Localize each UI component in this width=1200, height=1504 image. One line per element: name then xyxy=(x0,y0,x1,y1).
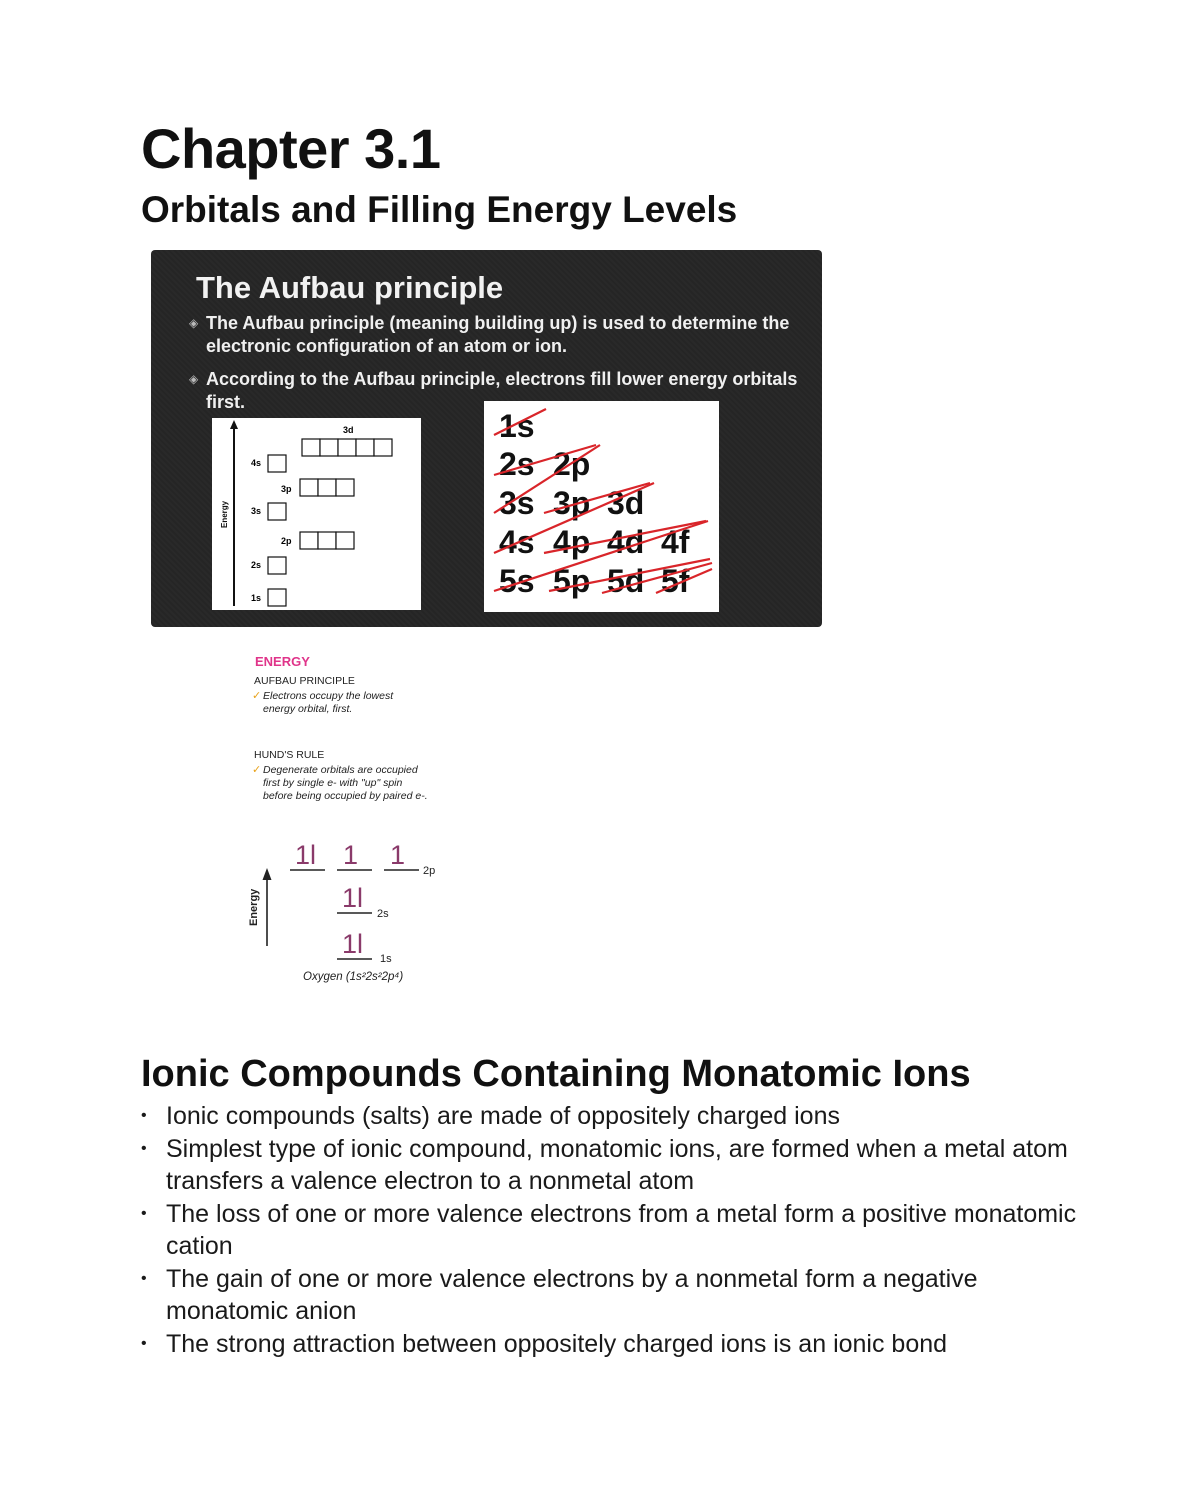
grid-cell: 4d xyxy=(607,524,645,560)
orbital-3d xyxy=(302,425,392,456)
energy-notes xyxy=(245,648,455,988)
orbital-2s xyxy=(337,883,389,920)
paired-electron-arrows: 1l xyxy=(342,883,364,913)
svg-text:4s: 4s xyxy=(251,458,262,468)
orbital-2p xyxy=(290,840,435,877)
single-electron-arrow: 1 xyxy=(343,840,359,870)
grid-cell: 2s xyxy=(499,446,535,482)
bullet-dot-icon: • xyxy=(141,1334,147,1352)
paired-electron-arrows: 1l xyxy=(295,840,317,870)
energy-axis-label: Energy xyxy=(220,500,229,528)
list-item: • The strong attraction between oppositely charged ions is an ionic bond xyxy=(141,1328,1081,1361)
grid-cell: 4f xyxy=(661,524,690,560)
energy-axis xyxy=(230,420,238,606)
orbital-2p xyxy=(281,532,354,549)
svg-text:2p: 2p xyxy=(281,536,292,546)
filling-order-grid xyxy=(484,401,719,612)
svg-text:1s: 1s xyxy=(251,593,262,603)
grid-cell: 3s xyxy=(499,485,535,521)
grid-cell: 5s xyxy=(499,563,535,599)
svg-text:3d: 3d xyxy=(343,425,354,435)
page-subtitle: Orbitals and Filling Energy Levels xyxy=(141,189,738,230)
level-label: 1s xyxy=(380,953,392,965)
svg-text:2s: 2s xyxy=(251,560,262,570)
list-item: • The loss of one or more valence electrons from a metal form a positive monatomic cation xyxy=(141,1199,1077,1260)
section-heading: Ionic Compounds Containing Monatomic Ions xyxy=(141,1053,971,1095)
slide-bullet-text: The Aufbau principle (meaning building up) is used to determine the electronic configuration of an atom or ion. xyxy=(206,313,790,356)
svg-text:3s: 3s xyxy=(251,506,262,516)
slide-bullet xyxy=(189,312,799,358)
grid-cell: 4s xyxy=(499,524,535,560)
list-item: • Simplest type of ionic compound, monatomic ions, are formed when a metal atom transfers a valence electron to a nonmetal atom xyxy=(141,1134,1068,1195)
bullet-dot-icon: • xyxy=(141,1139,147,1157)
hund-title: HUND'S RULE xyxy=(254,749,325,761)
orbital-3p xyxy=(281,479,354,496)
orbital-3s xyxy=(251,503,286,520)
grid-cell: 3d xyxy=(607,485,645,521)
aufbau-text: Electrons occupy the lowest xyxy=(263,690,394,702)
aufbau-title: AUFBAU PRINCIPLE xyxy=(254,675,355,687)
aufbau-text: energy orbital, first. xyxy=(263,703,353,715)
orbital-2s xyxy=(251,557,286,574)
grid-cell: 1s xyxy=(499,408,535,444)
diamond-bullet-icon: ◈ xyxy=(189,372,199,386)
orbital-4s xyxy=(251,455,286,472)
orbital-1s xyxy=(337,929,392,965)
energy-axis-label: Energy xyxy=(248,888,260,926)
energy-level-diagram xyxy=(212,418,421,610)
grid-cell: 5f xyxy=(661,563,690,599)
bullet-dot-icon: • xyxy=(141,1107,147,1124)
diamond-bullet-icon: ◈ xyxy=(189,316,199,330)
paired-electron-arrows: 1l xyxy=(342,929,364,959)
grid-cell: 5d xyxy=(607,563,645,599)
bullet-dot-icon: • xyxy=(141,1269,147,1287)
level-label: 2p xyxy=(423,865,436,877)
orbital-1s xyxy=(251,589,286,606)
aufbau-slide xyxy=(151,250,822,627)
list-item: • Ionic compounds (salts) are made of oppositely charged ions xyxy=(141,1100,1081,1133)
oxygen-caption: Oxygen (1s²2s²2p⁴) xyxy=(303,971,404,983)
energy-axis xyxy=(263,868,272,946)
slide-title: The Aufbau principle xyxy=(196,270,504,305)
grid-cell: 2p xyxy=(553,446,591,482)
slide-bullet-text: According to the Aufbau principle, electrons fill lower energy orbitals first. xyxy=(206,369,798,412)
page-title: Chapter 3.1 xyxy=(141,117,441,180)
level-label: 2s xyxy=(377,908,389,920)
ionic-bullets xyxy=(141,1100,1081,1360)
check-icon: ✓ xyxy=(252,690,262,702)
grid-cell: 3p xyxy=(553,485,591,521)
grid-cell: 4p xyxy=(553,524,591,560)
single-electron-arrow: 1 xyxy=(390,840,406,870)
hund-text: Degenerate orbitals are occupied xyxy=(263,764,418,776)
grid-cell: 5p xyxy=(553,563,591,599)
notes-header: ENERGY xyxy=(255,654,310,669)
hund-text: before being occupied by paired e-. xyxy=(263,790,428,802)
check-icon: ✓ xyxy=(252,764,262,776)
list-item: • The gain of one or more valence electrons by a nonmetal form a negative monatomic anion xyxy=(141,1264,978,1325)
hund-text: first by single e- with "up" spin xyxy=(263,777,403,789)
svg-text:3p: 3p xyxy=(281,484,292,494)
bullet-dot-icon: • xyxy=(141,1204,147,1222)
